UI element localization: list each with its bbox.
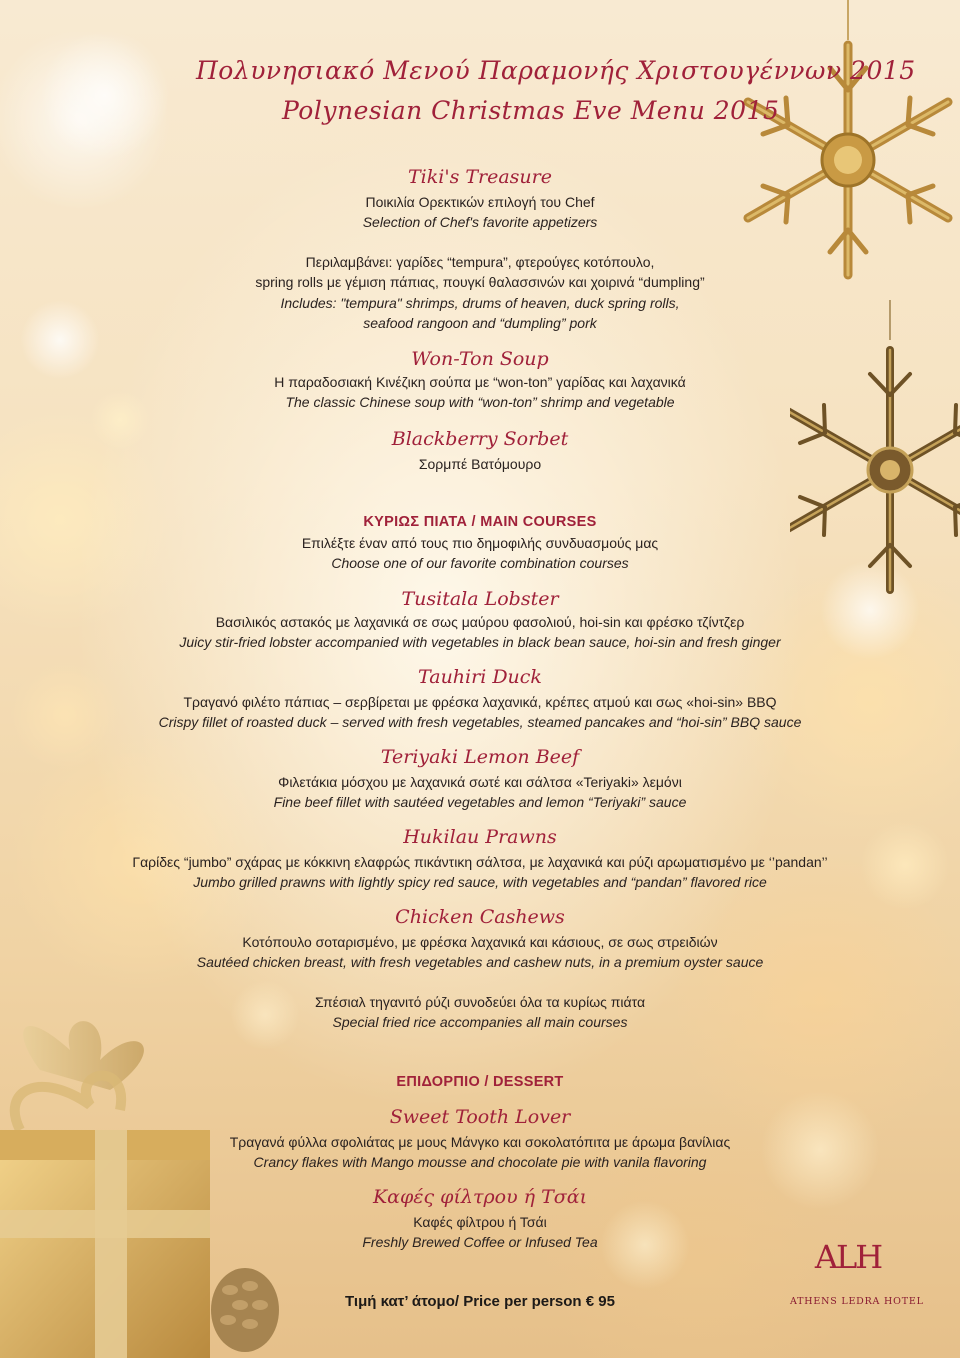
main-courses-intro-english: Choose one of our favorite combination courses	[331, 555, 629, 571]
includes-line: spring rolls με γέμιση πάπιας, πουγκί θαλασσινών και χοιρινά “dumpling”	[255, 274, 705, 290]
price-amount: 95	[598, 1293, 615, 1310]
dish-description-greek: Γαρίδες “jumbo” σχάρας με κόκκινη ελαφρώς πικάντικη σάλτσα, με λαχανικά και ρύζι αρωματισμένο με ‘’pandan’’	[132, 854, 828, 870]
dish-description-greek: Τραγανό φιλέτο πάπιας – σερβίρεται με φρέσκα λαχανικά, κρέπες ατμού και σως «hoi-sin» BBQ	[183, 694, 777, 710]
main-courses-intro-greek: Επιλέξτε έναν από τους πιο δημοφιλής συνδυασμούς μας	[301, 535, 659, 551]
rice-note-english: Special fried rice accompanies all main courses	[332, 1014, 628, 1030]
dish-description-greek: Τραγανά φύλλα σφολιάτας με μους Μάνγκο και σοκολατόπιτα με άρωμα βανίλιας	[229, 1134, 731, 1150]
rice-note-greek: Σπέσιαλ τηγανιτό ρύζι συνοδεύει όλα τα κυρίως πιάτα	[314, 994, 646, 1010]
dish-description-english: Juicy stir-fried lobster accompanied with vegetables in black bean sauce, hoi-sin and fresh ginger	[179, 634, 781, 650]
price-per-person	[80, 1293, 880, 1310]
dish-name: Hukilau Prawns	[403, 826, 557, 848]
dish-name: Chicken Cashews	[395, 906, 565, 928]
dish-name: Tusitala Lobster	[401, 588, 559, 610]
dish-description-greek: Η παραδοσιακή Κινέζικη σούπα με “won-ton” γαρίδας και λαχανικά	[274, 374, 686, 390]
dish-name: Καφές φίλτρου ή Τσάι	[372, 1186, 588, 1208]
snowflake-ornament-icon	[730, 0, 960, 320]
dish-name: Blackberry Sorbet	[391, 428, 569, 450]
dish-name: Sweet Tooth Lover	[389, 1106, 571, 1128]
includes-line: Περιλαμβάνει: γαρίδες “tempura”, φτερούγες κοτόπουλο,	[305, 254, 655, 270]
dish-name: Won-Ton Soup	[411, 348, 549, 370]
dish-description-english: Jumbo grilled prawns with lightly spicy red sauce, with vegetables and “pandan” flavored rice	[193, 874, 767, 890]
section-heading-main-courses: ΚΥΡΙΩΣ ΠΙΑΤΑ / MAIN COURSES	[363, 514, 597, 530]
dish-description-greek: Φιλετάκια μόσχου με λαχανικά σωτέ και σάλτσα «Teriyaki» λεμόνι	[278, 774, 682, 790]
dish-description-greek: Κοτόπουλο σοταρισμένο, με φρέσκα λαχανικά και κάσιους, σε σως στρειδιών	[242, 934, 718, 950]
dish-description-greek: Καφές φίλτρου ή Τσάι	[413, 1214, 547, 1230]
dish-name: Teriyaki Lemon Beef	[380, 746, 580, 768]
dish-name: Tauhiri Duck	[418, 666, 542, 688]
dish-description-greek: Σορμπέ Βατόμουρο	[418, 456, 542, 472]
hotel-logo-name: ATHENS LEDRA HOTEL	[790, 1296, 924, 1307]
section-heading-dessert: ΕΠΙΔΟΡΠΙΟ / DESSERT	[396, 1074, 564, 1090]
dish-description-english: Crispy fillet of roasted duck – served with fresh vegetables, steamed pancakes and “hoi-sin” BBQ sauce	[158, 714, 802, 730]
dish-description-greek: Ποικιλία Ορεκτικών επιλογή του Chef	[365, 194, 595, 210]
dish-description-english: Sautéed chicken breast, with fresh vegetables and cashew nuts, in a premium oyster sauce	[196, 954, 764, 970]
dish-description-english: The classic Chinese soup with “won-ton” shrimp and vegetable	[285, 394, 675, 410]
dish-description-english: Fine beef fillet with sautéed vegetables and lemon “Teriyaki” sauce	[273, 794, 687, 810]
dish-description-english: Freshly Brewed Coffee or Infused Tea	[362, 1234, 598, 1250]
includes-line: Includes: "tempura" shrimps, drums of heaven, duck spring rolls,	[280, 295, 680, 311]
hotel-logo-monogram: ALH	[814, 1238, 882, 1276]
dish-name: Tiki's Treasure	[408, 166, 552, 188]
bokeh-light	[40, 30, 170, 160]
includes-line: seafood rangoon and “dumpling” pork	[363, 315, 597, 331]
menu-title-english: Polynesian Christmas Eve Menu 2015	[282, 96, 780, 125]
price-currency: €	[585, 1293, 595, 1310]
menu-title-greek: Πολυνησιακό Μενού Παραμονής Χριστουγέννων 2015	[196, 56, 916, 85]
dish-description-english: Selection of Chef's favorite appetizers	[362, 214, 598, 230]
price-label: Τιμή κατ’ άτομο/ Price per person	[345, 1293, 582, 1310]
dish-description-english: Crancy flakes with Mango mousse and chocolate pie with vanila flavoring	[253, 1154, 707, 1170]
dish-description-greek: Βασιλικός αστακός με λαχανικά σε σως μαύρου φασολιού, hoi-sin και φρέσκο τζίντζερ	[215, 614, 745, 630]
